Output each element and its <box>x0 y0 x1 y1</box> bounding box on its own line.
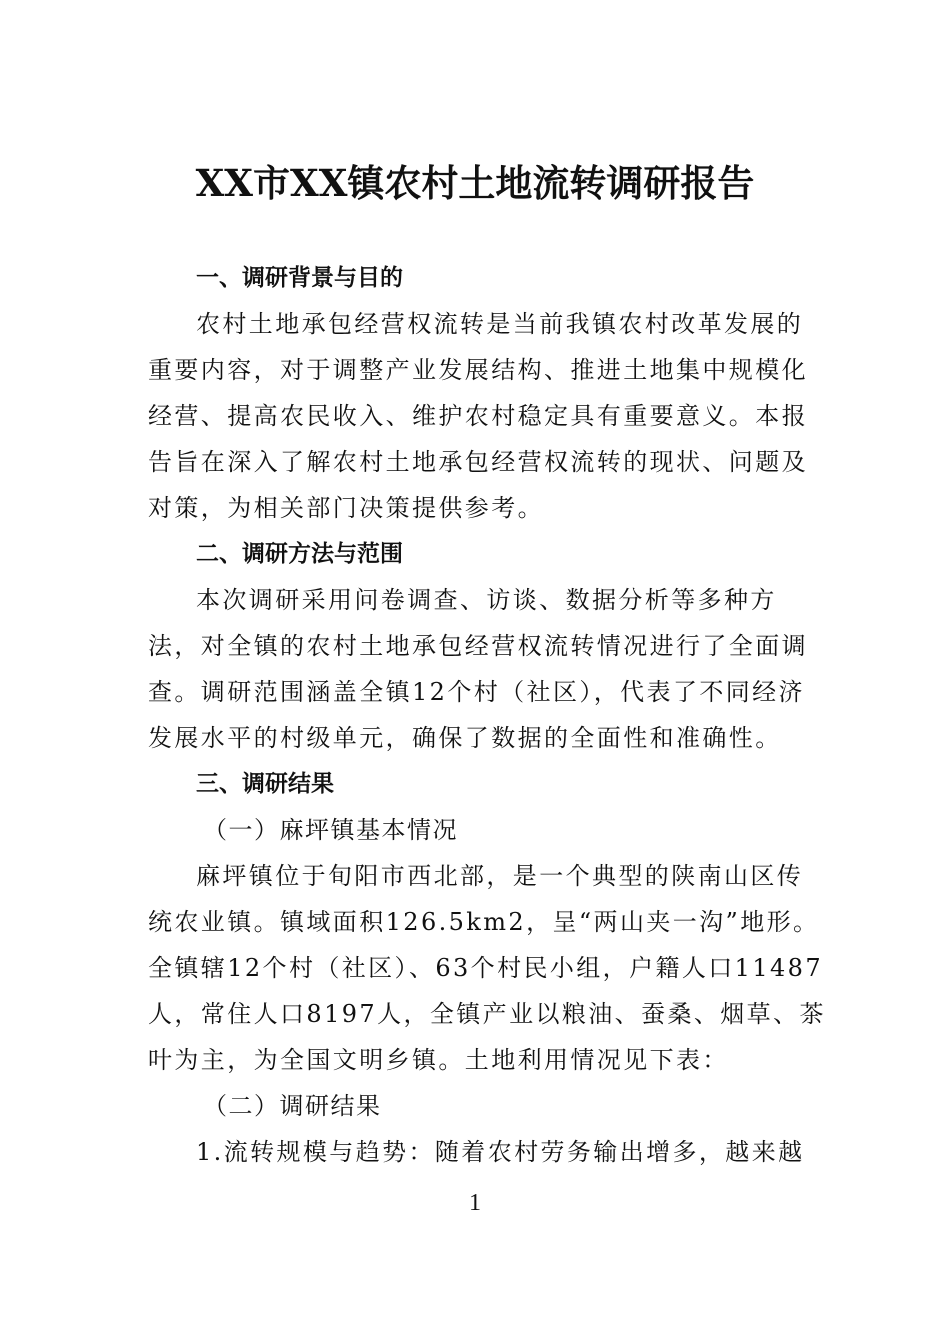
paragraph-line: 告旨在深入了解农村土地承包经营权流转的现状、问题及 <box>148 448 808 476</box>
paragraph-line: 查。调研范围涵盖全镇12个村（社区），代表了不同经济 <box>148 678 805 706</box>
paragraph-line: 叶为主，为全国文明乡镇。土地利用情况见下表： <box>148 1046 729 1074</box>
paragraph-line: 麻坪镇位于旬阳市西北部，是一个典型的陕南山区传 <box>196 862 804 890</box>
paragraph-line: 法，对全镇的农村土地承包经营权流转情况进行了全面调 <box>148 632 808 660</box>
section-heading-method: 二、调研方法与范围 <box>196 541 403 567</box>
section-heading-results: 三、调研结果 <box>196 771 334 797</box>
paragraph-line: 重要内容，对于调整产业发展结构、推进土地集中规模化 <box>148 356 808 384</box>
paragraph-line: 人，常住人口8197人，全镇产业以粮油、蚕桑、烟草、茶 <box>148 1000 826 1028</box>
section-heading-background: 一、调研背景与目的 <box>196 265 403 291</box>
paragraph-line: 发展水平的村级单元，确保了数据的全面性和准确性。 <box>148 724 782 752</box>
document-title: XX市XX镇农村土地流转调研报告 <box>195 161 755 205</box>
paragraph-line: 对策，为相关部门决策提供参考。 <box>148 494 544 522</box>
document-body <box>148 255 826 1175</box>
paragraph-line: 经营、提高农民收入、维护农村稳定具有重要意义。本报 <box>148 402 808 430</box>
paragraph-line: 农村土地承包经营权流转是当前我镇农村改革发展的 <box>196 310 804 338</box>
paragraph-line: 1.流转规模与趋势：随着农村劳务输出增多，越来越 <box>196 1138 805 1166</box>
subsection-heading-basic-info: （一）麻坪镇基本情况 <box>203 816 458 844</box>
page-number: 1 <box>469 1190 481 1216</box>
paragraph-line: 全镇辖12个村（社区）、63个村民小组，户籍人口11487 <box>148 954 824 982</box>
paragraph-line: 本次调研采用问卷调查、访谈、数据分析等多种方 <box>196 586 777 614</box>
paragraph-line: 统农业镇。镇域面积126.5km2，呈“两山夹一沟”地形。 <box>148 908 820 936</box>
subsection-heading-results: （二）调研结果 <box>203 1092 382 1120</box>
